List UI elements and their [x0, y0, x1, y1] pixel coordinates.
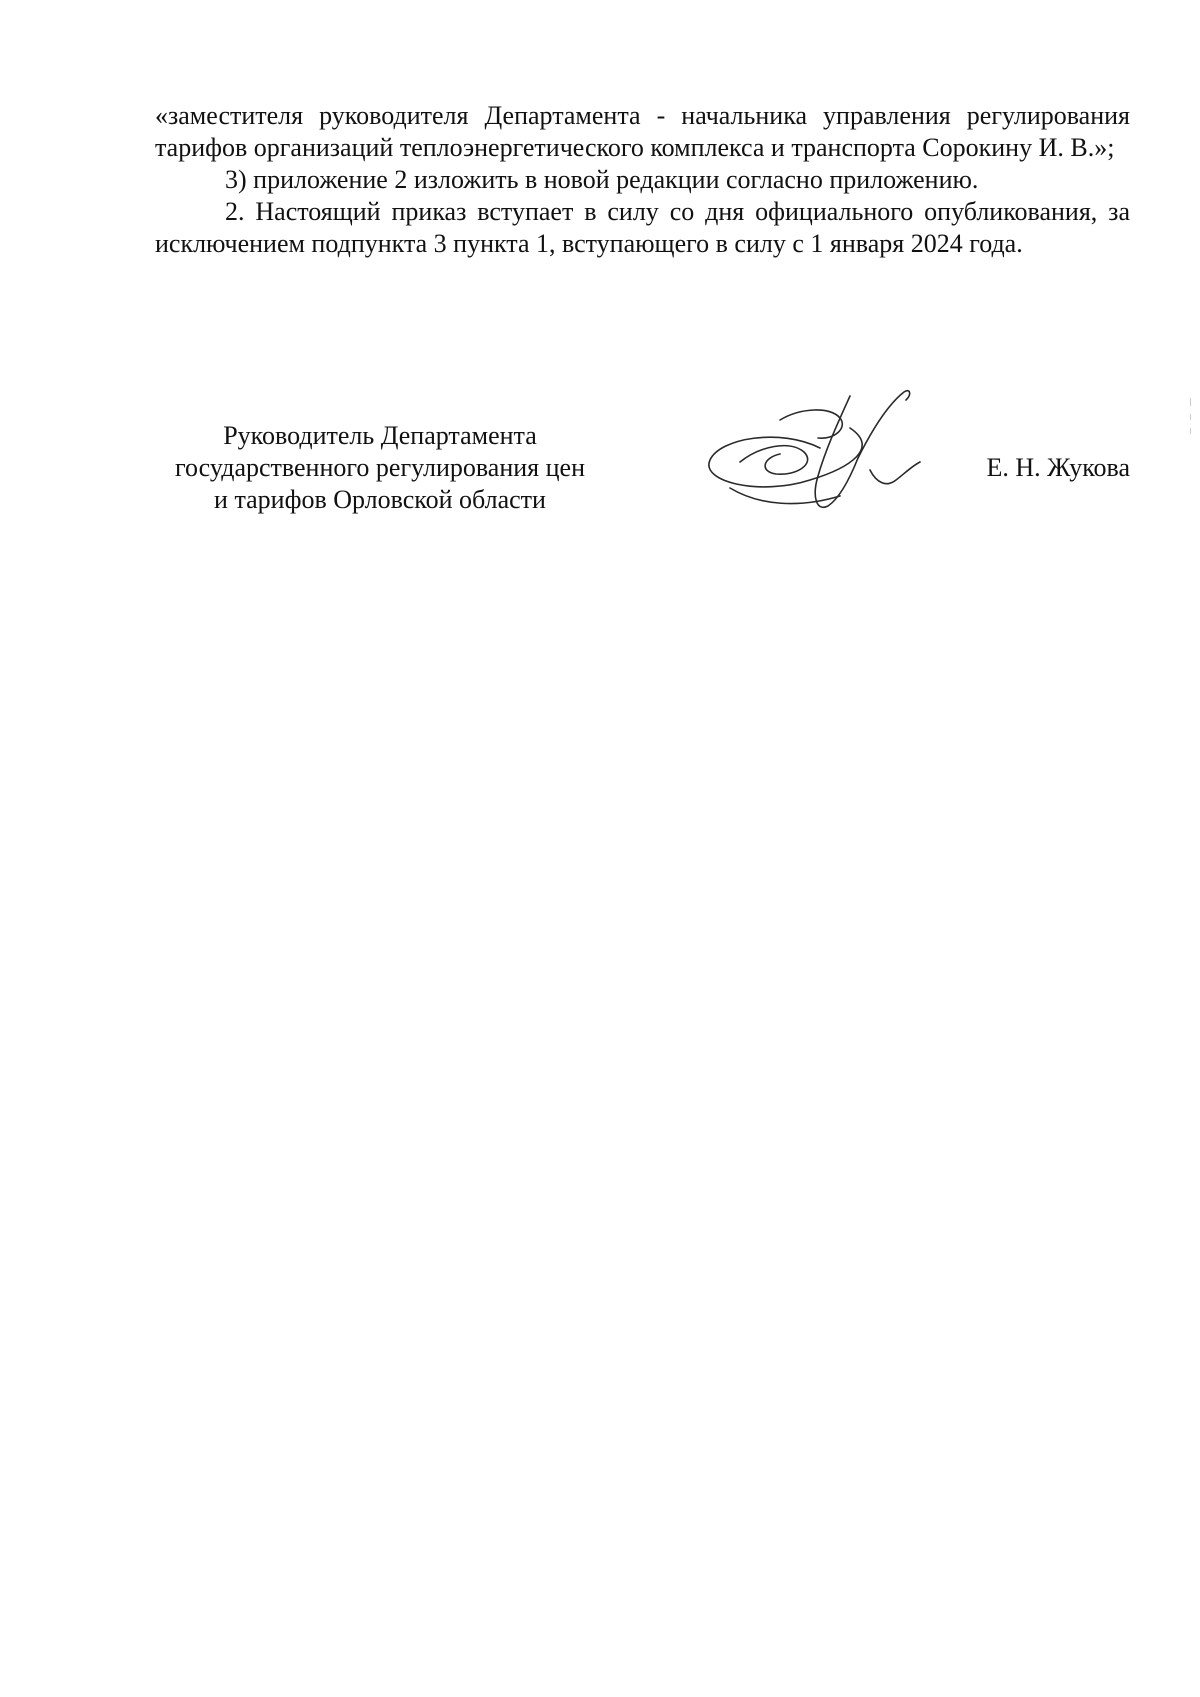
signatory-position-line: Руководитель Департамента — [223, 421, 537, 450]
paragraph-entry-into-force: 2. Настоящий приказ вступает в силу со дня официального опубликования, за исключением подпункта 3 пункта 1, вступающего в силу с 1 января 2024 года. — [155, 197, 1130, 258]
paragraph-deputy-head: «заместителя руководителя Департамента - начальника управления регулирования тарифов организаций теплоэнергетического комплекса и транспорта Сорокину И. В.»; — [155, 101, 1130, 162]
signatory-position-line: государственного регулирования цен — [175, 453, 585, 482]
paragraph-appendix-2: 3) приложение 2 изложить в новой редакции согласно приложению. — [225, 165, 979, 194]
handwritten-signature-icon — [700, 378, 940, 528]
document-body — [155, 100, 1130, 260]
scan-artifact-mark — [1189, 398, 1192, 438]
signatory-position — [150, 420, 610, 516]
signer-name: Е. Н. Жукова — [986, 453, 1130, 482]
signatory-position-line: и тарифов Орловской области — [214, 485, 546, 514]
